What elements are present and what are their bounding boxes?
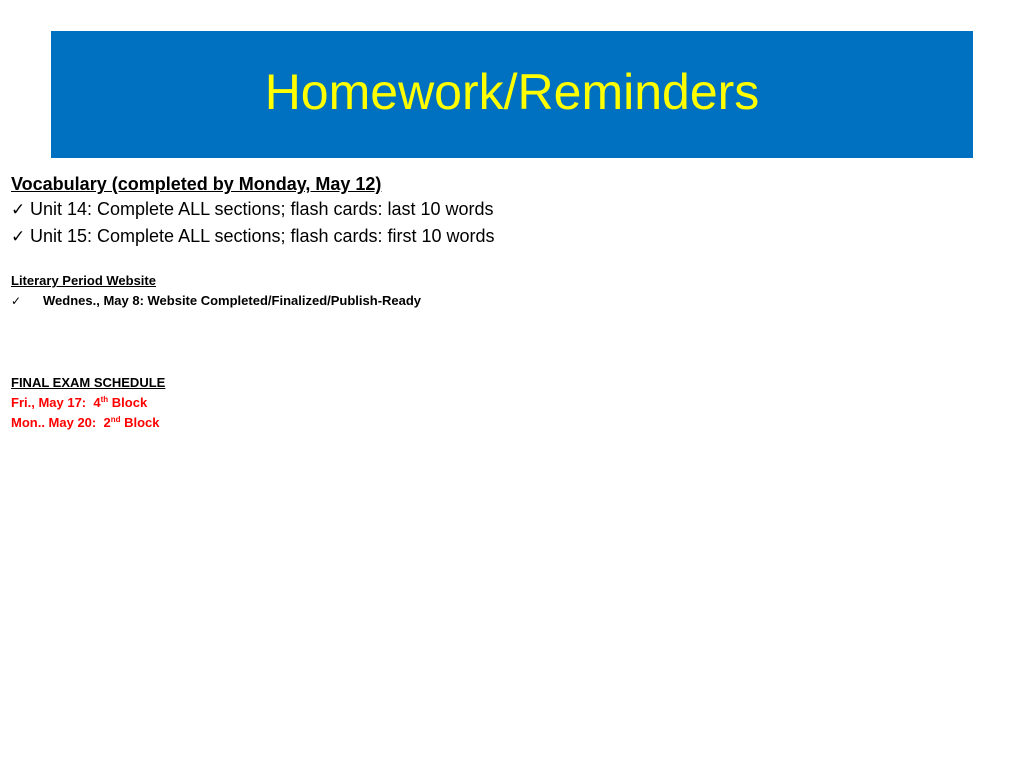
exam-row-date: Mon.. May 20: 2: [11, 415, 111, 430]
exam-row: [11, 413, 1011, 433]
exam-row-ordinal: th: [100, 395, 109, 404]
slide-title: Homework/Reminders: [264, 63, 760, 120]
vocabulary-item-text: Unit 15: Complete ALL sections; flash cards: first 10 words: [30, 226, 495, 246]
checkmark-icon: ✓: [11, 294, 22, 308]
literary-item: [11, 291, 1011, 311]
exam-row-block: Block: [120, 415, 160, 430]
title-banner: [51, 31, 973, 158]
exam-heading: FINAL EXAM SCHEDULE: [11, 375, 166, 390]
literary-heading: Literary Period Website: [11, 273, 156, 288]
vocabulary-item-text: Unit 14: Complete ALL sections; flash cards: last 10 words: [30, 199, 494, 219]
vocabulary-heading: Vocabulary (completed by Monday, May 12): [11, 174, 382, 194]
slide-content: [11, 172, 1011, 433]
vocabulary-item: [11, 196, 1011, 223]
exam-row-date: Fri., May 17: 4: [11, 395, 101, 410]
exam-row-ordinal: nd: [110, 415, 121, 424]
checkmark-icon: ✓: [11, 200, 26, 219]
vocabulary-item: [11, 223, 1011, 250]
exam-row-block: Block: [108, 395, 148, 410]
exam-row: [11, 393, 1011, 413]
checkmark-icon: ✓: [11, 227, 26, 246]
literary-item-text: Wednes., May 8: Website Completed/Finalized/Publish-Ready: [43, 293, 422, 308]
